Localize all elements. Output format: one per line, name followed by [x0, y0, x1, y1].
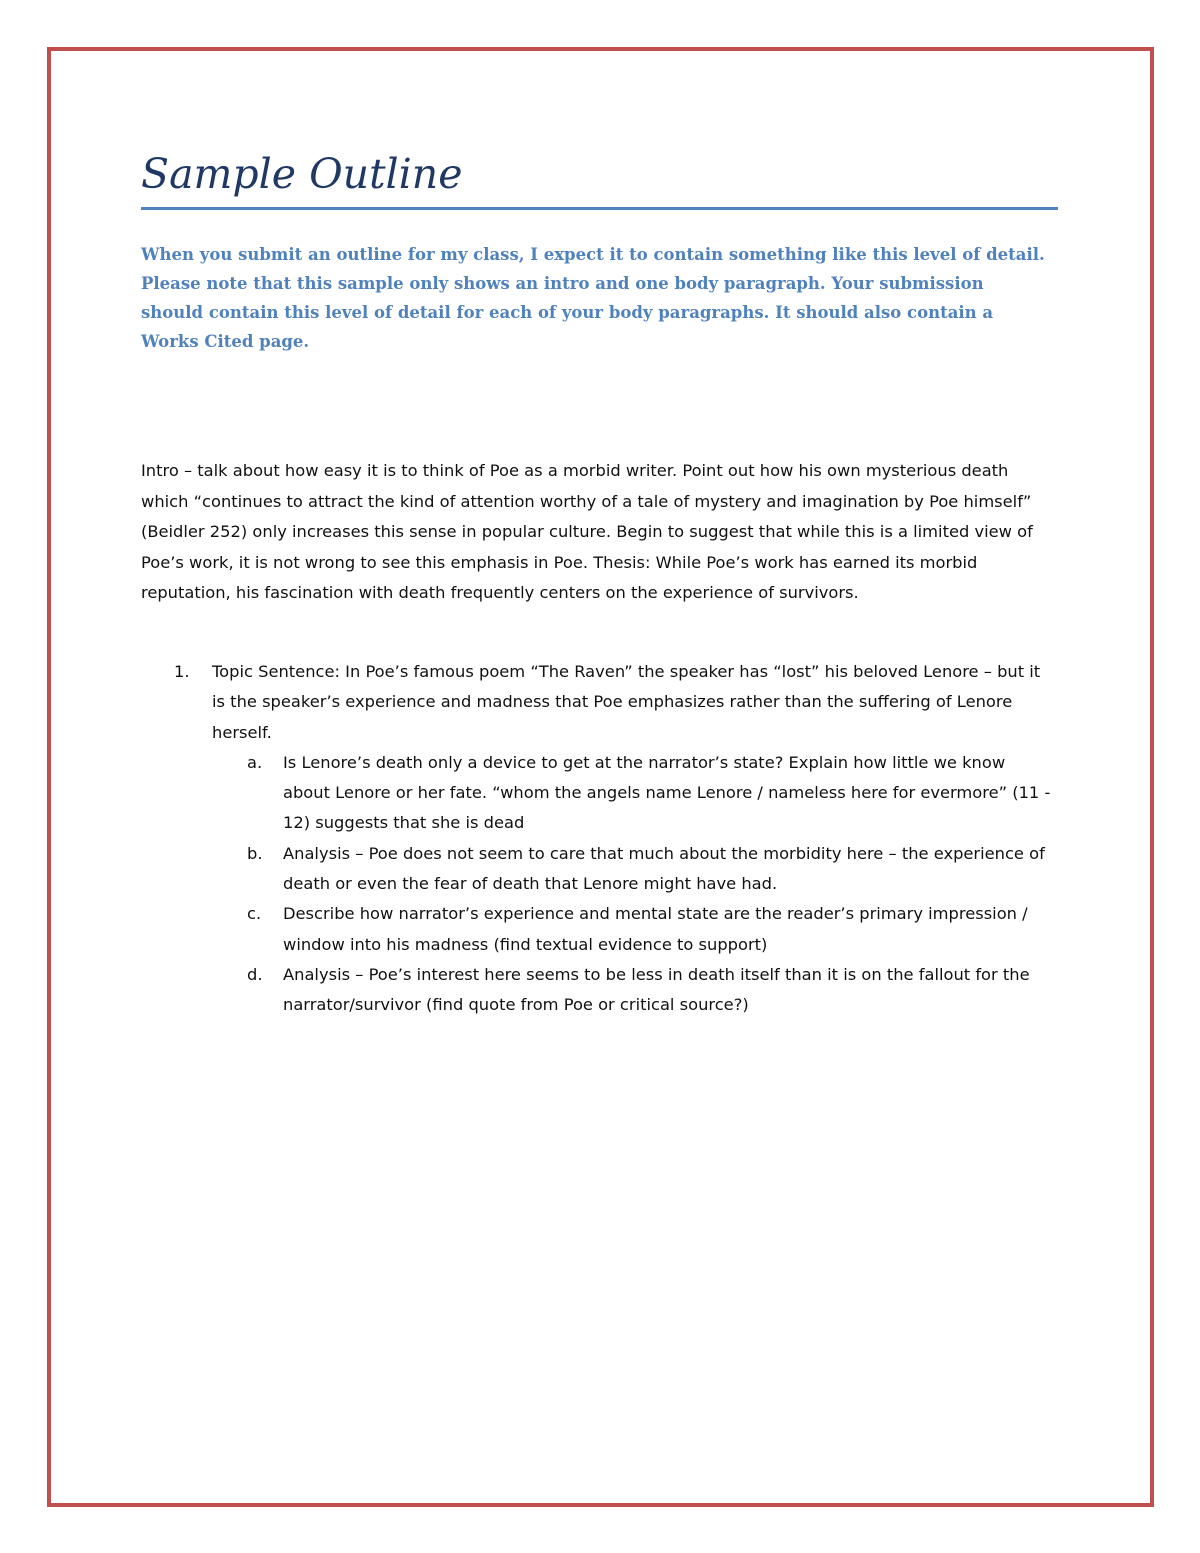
subitem-letter: c. — [247, 904, 262, 924]
subitem-text: Analysis – Poe does not seem to care that much about the morbidity here – the experience of death or even the fear of death that Lenore might have had. — [283, 843, 1045, 894]
intro-paragraph: Intro – talk about how easy it is to think of Poe as a morbid writer. Point out how his own mysterious death which “continues to attract the kind of attention worthy of a tale of mystery and imagination by Poe himself” (Beidler 252) only increases this sense in popular culture. Begin to suggest that while this is a limited view of Poe’s work, it is not wrong to see this emphasis in Poe. Thesis: While Poe’s work has earned its morbid reputation, his fascination with death frequently centers on the experience of survivors. — [141, 461, 1033, 602]
document-title: Sample Outline — [141, 150, 463, 198]
subitem-text: Is Lenore’s death only a device to get at the narrator’s state? Explain how little we know about Lenore or her fate. “whom the angels name Lenore / nameless here for evermore” (11 - 12) suggests that she is dead — [283, 752, 1051, 833]
instructions-note: When you submit an outline for my class, I expect it to contain something like this level of detail. Please note that this sample only shows an intro and one body paragraph. Your submission should contain this level of detail for each of your body paragraphs. It should also contain a Works Cited page. — [141, 245, 1045, 351]
title-underline-rule — [141, 207, 1058, 210]
subitem-letter: a. — [247, 752, 263, 772]
outline-subitem — [212, 839, 1053, 900]
outline-item — [141, 657, 1053, 1021]
subitem-text: Analysis – Poe’s interest here seems to be less in death itself than it is on the fallout for the narrator/survivor (find quote from Poe or critical source?) — [283, 964, 1030, 1015]
subitem-letter: b. — [247, 843, 263, 863]
topic-sentence: Topic Sentence: In Poe’s famous poem “The Raven” the speaker has “lost” his beloved Lenore – but it is the speaker’s experience and madness that Poe emphasizes rather than the suffering of Lenore herself. — [212, 662, 1041, 742]
outline-item-number: 1. — [174, 662, 190, 681]
outline-sublist — [212, 748, 1053, 1021]
outline-subitem — [212, 748, 1053, 839]
outline-subitem — [212, 899, 1053, 960]
subitem-text: Describe how narrator’s experience and mental state are the reader’s primary impression / window into his madness (find textual evidence to support) — [283, 904, 1028, 954]
outline-subitem — [212, 960, 1053, 1021]
outline-list — [141, 657, 1053, 1021]
subitem-letter: d. — [247, 964, 263, 984]
